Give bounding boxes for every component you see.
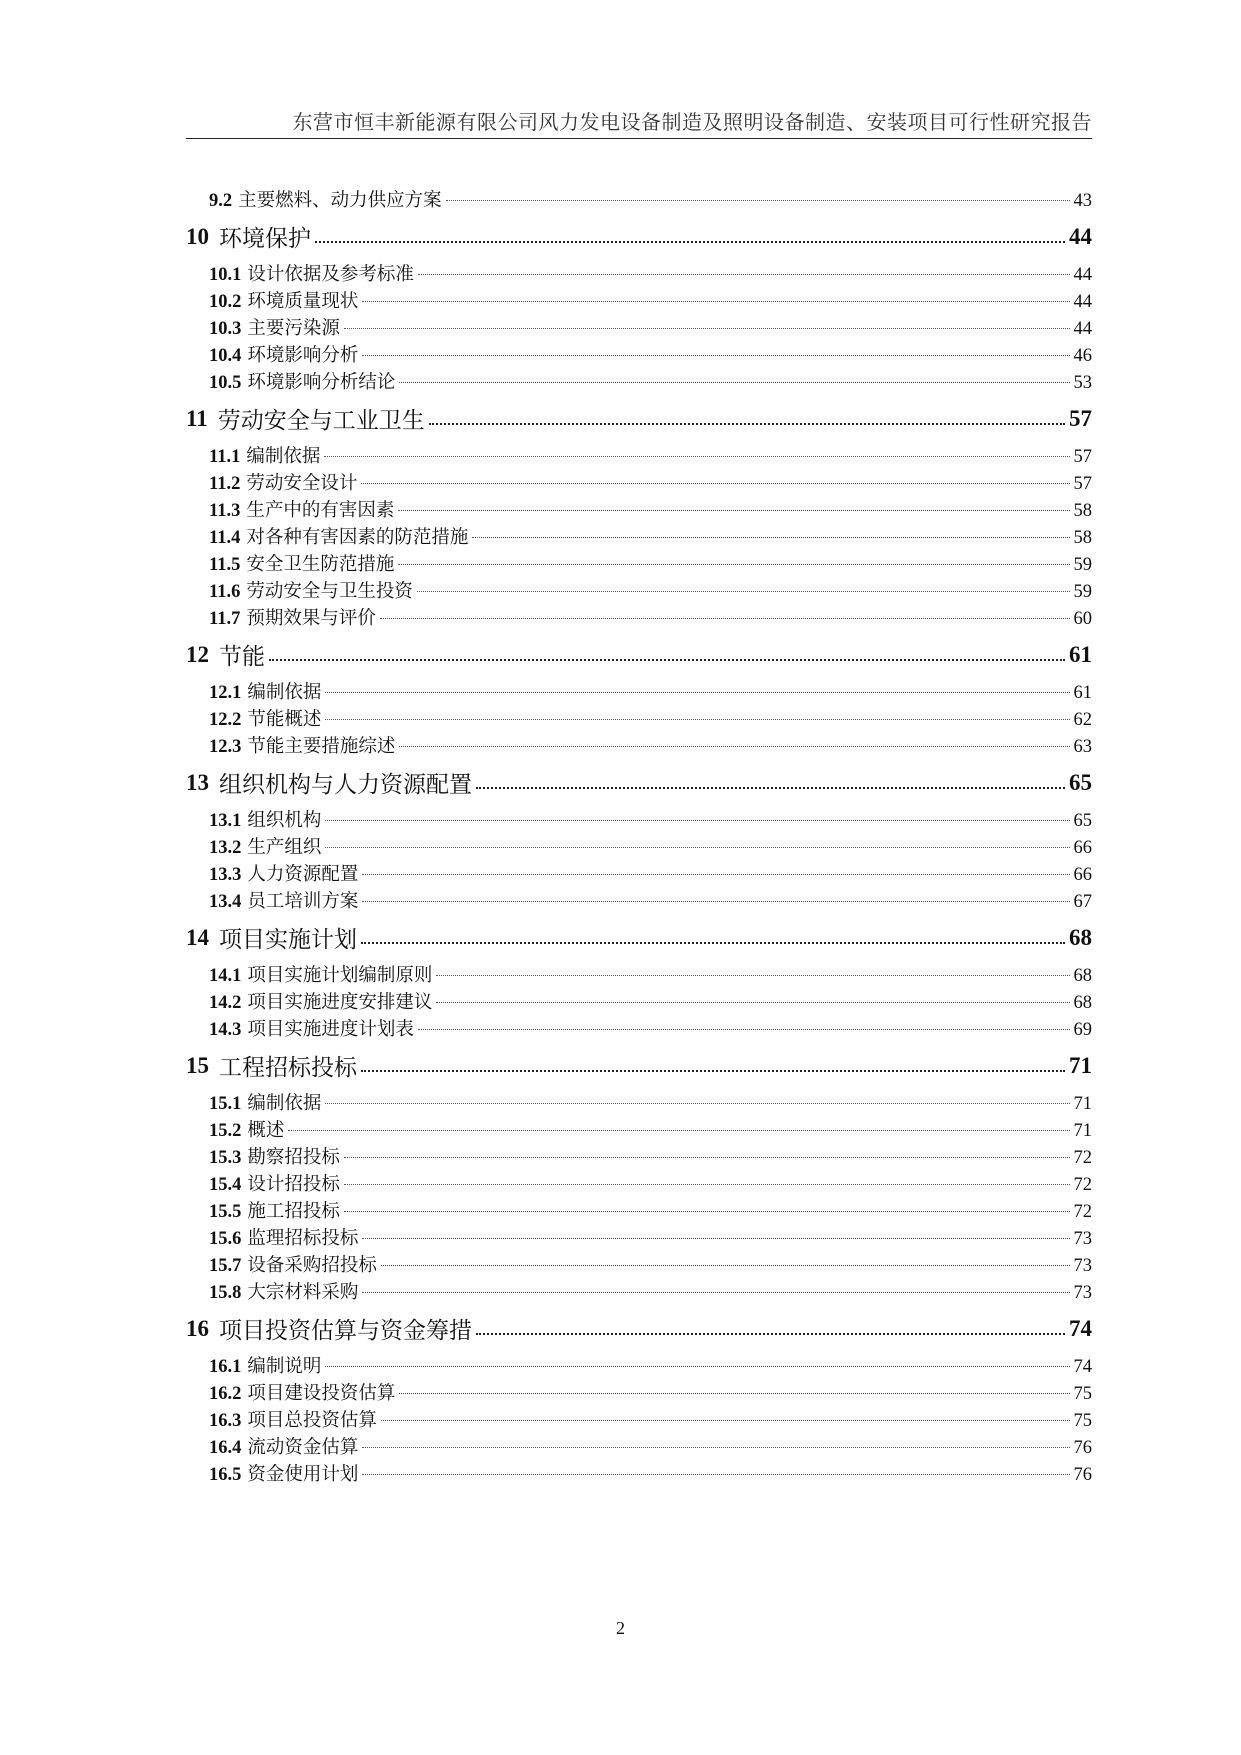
- dot-leader: [325, 847, 1069, 848]
- toc-entry-title: 劳动安全设计: [246, 473, 358, 494]
- toc-chapter-entry[interactable]: [186, 213, 1092, 260]
- dot-leader: [418, 274, 1070, 275]
- toc-entry-number: 15.8: [209, 1283, 242, 1303]
- toc-entry-title: 工程招标投标: [219, 1055, 357, 1081]
- toc-entry-number: 11: [186, 405, 208, 431]
- dot-leader: [344, 1184, 1070, 1185]
- toc-entry-number: 12.3: [209, 737, 242, 757]
- toc-section-entry[interactable]: [186, 341, 1092, 368]
- dot-leader: [361, 1070, 1065, 1072]
- toc-chapter-entry[interactable]: [186, 395, 1092, 442]
- toc-entry-number: 13.1: [209, 811, 242, 831]
- toc-section-entry[interactable]: [186, 961, 1092, 988]
- dot-leader: [362, 874, 1069, 875]
- toc-section-entry[interactable]: [186, 287, 1092, 314]
- toc-entry-title: 项目实施计划: [219, 927, 357, 953]
- running-header: 东营市恒丰新能源有限公司风力发电设备制造及照明设备制造、安装项目可行性研究报告: [292, 110, 1092, 134]
- toc-entry-title: 设备采购招投标: [247, 1255, 377, 1276]
- toc-section-entry[interactable]: [186, 988, 1092, 1015]
- toc-section-entry[interactable]: [186, 1352, 1092, 1379]
- toc-section-entry[interactable]: [186, 1278, 1092, 1305]
- toc-entry-title: 项目投资估算与资金筹措: [219, 1318, 472, 1344]
- toc-entry-title: 生产中的有害因素: [246, 500, 395, 521]
- header-rule: [186, 138, 1092, 139]
- toc-entry-title: 编制说明: [247, 1356, 322, 1377]
- toc-entry-page: 69: [1073, 1020, 1092, 1040]
- toc-section-entry[interactable]: [186, 260, 1092, 287]
- dot-leader: [476, 1333, 1065, 1335]
- toc-entry-title: 对各种有害因素的防范措施: [246, 527, 469, 548]
- toc-entry-number: 11.6: [209, 582, 241, 602]
- dot-leader: [269, 659, 1065, 661]
- toc-entry-number: 16.3: [209, 1411, 242, 1431]
- toc-entry-title: 人力资源配置: [247, 864, 359, 885]
- toc-section-entry[interactable]: [186, 1143, 1092, 1170]
- toc-entry-title: 安全卫生防范措施: [246, 554, 395, 575]
- dot-leader: [362, 1474, 1069, 1475]
- toc-entry-title: 项目实施进度安排建议: [247, 992, 433, 1013]
- toc-entry-number: 14.2: [209, 993, 242, 1013]
- toc-section-entry[interactable]: [186, 833, 1092, 860]
- toc-entry-title: 施工招投标: [247, 1201, 340, 1222]
- toc-entry-page: 65: [1069, 769, 1092, 795]
- toc-entry-page: 58: [1073, 528, 1092, 548]
- toc-entry-title: 生产组织: [247, 837, 322, 858]
- toc-entry-number: 15.2: [209, 1121, 242, 1141]
- toc-chapter-entry[interactable]: [186, 759, 1092, 806]
- dot-leader: [399, 746, 1069, 747]
- dot-leader: [398, 510, 1069, 511]
- toc-entry-page: 53: [1073, 373, 1092, 393]
- toc-entry-page: 57: [1069, 405, 1092, 431]
- toc-entry-page: 72: [1073, 1175, 1092, 1195]
- dot-leader: [436, 975, 1069, 976]
- toc-entry-title: 节能概述: [247, 709, 322, 730]
- toc-entry-page: 59: [1073, 582, 1092, 602]
- toc-entry-title: 项目实施计划编制原则: [247, 965, 433, 986]
- toc-section-entry[interactable]: [186, 732, 1092, 759]
- toc-section-entry[interactable]: [186, 1251, 1092, 1278]
- dot-leader: [324, 456, 1069, 457]
- toc-section-entry[interactable]: [186, 1379, 1092, 1406]
- toc-entry-title: 资金使用计划: [247, 1464, 359, 1485]
- toc-entry-page: 68: [1073, 993, 1092, 1013]
- toc-section-entry[interactable]: [186, 705, 1092, 732]
- toc-section-entry[interactable]: [186, 887, 1092, 914]
- toc-section-entry[interactable]: [186, 442, 1092, 469]
- toc-entry-number: 15.6: [209, 1229, 242, 1249]
- toc-entry-number: 15.7: [209, 1256, 242, 1276]
- toc-entry-title: 大宗材料采购: [247, 1282, 359, 1303]
- toc-section-entry[interactable]: [186, 1116, 1092, 1143]
- toc-section-entry[interactable]: [186, 1170, 1092, 1197]
- dot-leader: [361, 483, 1069, 484]
- toc-entry-number: 15: [186, 1052, 209, 1078]
- toc-entry-page: 73: [1073, 1256, 1092, 1276]
- dot-leader: [436, 1002, 1069, 1003]
- toc-entry-number: 11.1: [209, 447, 241, 467]
- toc-entry-title: 概述: [247, 1120, 285, 1141]
- toc-entry-page: 60: [1073, 609, 1092, 629]
- toc-chapter-entry[interactable]: [186, 1042, 1092, 1089]
- toc-entry-page: 75: [1073, 1384, 1092, 1404]
- toc-entry-page: 43: [1073, 191, 1092, 211]
- toc-entry-number: 15.4: [209, 1175, 242, 1195]
- toc-entry-page: 57: [1073, 474, 1092, 494]
- toc-entry-title: 设计依据及参考标准: [247, 264, 414, 285]
- toc-section-entry[interactable]: [186, 577, 1092, 604]
- toc-section-entry[interactable]: [186, 678, 1092, 705]
- dot-leader: [381, 1420, 1070, 1421]
- dot-leader: [344, 1211, 1070, 1212]
- toc-entry-number: 13: [186, 769, 209, 795]
- toc-entry-page: 71: [1073, 1094, 1092, 1114]
- toc-entry-page: 44: [1073, 292, 1092, 312]
- toc-entry-title: 员工培训方案: [247, 891, 359, 912]
- toc-entry-title: 编制依据: [247, 682, 322, 703]
- toc-section-entry[interactable]: [186, 368, 1092, 395]
- toc-entry-page: 61: [1069, 641, 1092, 667]
- toc-section-entry[interactable]: [186, 496, 1092, 523]
- toc-section-entry[interactable]: [186, 1089, 1092, 1116]
- dot-leader: [344, 1157, 1070, 1158]
- toc-section-entry[interactable]: [186, 1197, 1092, 1224]
- toc-entry-title: 组织机构与人力资源配置: [219, 772, 472, 798]
- toc-entry-number: 16.4: [209, 1438, 242, 1458]
- toc-chapter-entry[interactable]: [186, 1305, 1092, 1352]
- toc-entry-title: 节能: [219, 644, 265, 670]
- toc-entry-page: 74: [1073, 1357, 1092, 1377]
- toc-entry-page: 63: [1073, 737, 1092, 757]
- toc-entry-page: 44: [1073, 265, 1092, 285]
- toc-entry-title: 环境影响分析: [247, 345, 359, 366]
- toc-entry-number: 14: [186, 924, 209, 950]
- toc-section-entry[interactable]: [186, 1460, 1092, 1487]
- toc-entry-number: 14.3: [209, 1020, 242, 1040]
- toc-entry-number: 10.3: [209, 319, 242, 339]
- toc-entry-page: 66: [1073, 838, 1092, 858]
- toc-section-entry[interactable]: [186, 550, 1092, 577]
- toc-entry-title: 流动资金估算: [247, 1437, 359, 1458]
- dot-leader: [429, 423, 1065, 425]
- dot-leader: [325, 719, 1069, 720]
- toc-entry-page: 73: [1073, 1283, 1092, 1303]
- toc-section-entry[interactable]: [186, 860, 1092, 887]
- toc-entry-number: 15.3: [209, 1148, 242, 1168]
- toc-entry-page: 68: [1073, 966, 1092, 986]
- toc-entry-page: 62: [1073, 710, 1092, 730]
- toc-entry-title: 劳动安全与卫生投资: [246, 581, 413, 602]
- toc-entry-title: 设计招投标: [247, 1174, 340, 1195]
- toc-entry-page: 76: [1073, 1465, 1092, 1485]
- toc-entry-page: 67: [1073, 892, 1092, 912]
- toc-entry-title: 主要污染源: [247, 318, 340, 339]
- toc-entry-number: 16.2: [209, 1384, 242, 1404]
- toc-entry-page: 74: [1069, 1315, 1092, 1341]
- toc-entry-number: 13.3: [209, 865, 242, 885]
- dot-leader: [325, 820, 1069, 821]
- toc-entry-title: 环境质量现状: [247, 291, 359, 312]
- toc-entry-title: 监理招标投标: [247, 1228, 359, 1249]
- toc-entry-number: 12: [186, 641, 209, 667]
- toc-entry-page: 76: [1073, 1438, 1092, 1458]
- toc-entry-title: 预期效果与评价: [246, 608, 376, 629]
- toc-entry-page: 72: [1073, 1202, 1092, 1222]
- toc-entry-title: 节能主要措施综述: [247, 736, 396, 757]
- toc-section-entry[interactable]: [186, 1433, 1092, 1460]
- toc-chapter-entry[interactable]: [186, 914, 1092, 961]
- toc-entry-title: 项目实施进度计划表: [247, 1019, 414, 1040]
- dot-leader: [325, 1366, 1069, 1367]
- toc-section-entry[interactable]: [186, 1015, 1092, 1042]
- toc-entry-number: 9.2: [209, 191, 233, 211]
- toc-entry-number: 10.1: [209, 265, 242, 285]
- toc-entry-page: 57: [1073, 447, 1092, 467]
- toc-section-entry[interactable]: [186, 186, 1092, 213]
- toc-entry-title: 主要燃料、动力供应方案: [238, 190, 442, 211]
- toc-entry-title: 编制依据: [246, 446, 321, 467]
- toc-entry-number: 10.4: [209, 346, 242, 366]
- toc-entry-page: 44: [1069, 223, 1092, 249]
- toc-entry-page: 75: [1073, 1411, 1092, 1431]
- dot-leader: [325, 692, 1069, 693]
- toc-entry-page: 61: [1073, 683, 1092, 703]
- toc-section-entry[interactable]: [186, 604, 1092, 631]
- toc-section-entry[interactable]: [186, 806, 1092, 833]
- toc-section-entry[interactable]: [186, 314, 1092, 341]
- toc-entry-title: 项目建设投资估算: [247, 1383, 396, 1404]
- dot-leader: [476, 787, 1065, 789]
- toc-entry-number: 15.5: [209, 1202, 242, 1222]
- toc-section-entry[interactable]: [186, 523, 1092, 550]
- toc-entry-number: 10.2: [209, 292, 242, 312]
- toc-entry-title: 劳动安全与工业卫生: [217, 408, 425, 434]
- toc-entry-title: 组织机构: [247, 810, 322, 831]
- dot-leader: [344, 328, 1070, 329]
- toc-entry-page: 71: [1069, 1052, 1092, 1078]
- toc-entry-number: 11.2: [209, 474, 241, 494]
- page-number: 2: [616, 1618, 625, 1638]
- toc-entry-number: 10.5: [209, 373, 242, 393]
- toc-entry-number: 14.1: [209, 966, 242, 986]
- toc-entry-number: 16.1: [209, 1357, 242, 1377]
- toc-entry-page: 72: [1073, 1148, 1092, 1168]
- toc-entry-page: 71: [1073, 1121, 1092, 1141]
- toc-entry-number: 13.4: [209, 892, 242, 912]
- toc-entry-title: 项目总投资估算: [247, 1410, 377, 1431]
- dot-leader: [361, 942, 1065, 944]
- dot-leader: [417, 591, 1070, 592]
- toc-entry-title: 环境保护: [219, 226, 311, 252]
- toc-entry-number: 11.5: [209, 555, 241, 575]
- dot-leader: [288, 1130, 1069, 1131]
- toc-entry-title: 环境影响分析结论: [247, 372, 396, 393]
- toc-entry-page: 44: [1073, 319, 1092, 339]
- toc-section-entry[interactable]: [186, 1406, 1092, 1433]
- dot-leader: [472, 537, 1069, 538]
- dot-leader: [398, 564, 1069, 565]
- toc-entry-number: 12.1: [209, 683, 242, 703]
- toc-entry-page: 58: [1073, 501, 1092, 521]
- toc-entry-page: 59: [1073, 555, 1092, 575]
- toc-entry-number: 13.2: [209, 838, 242, 858]
- toc-entry-number: 10: [186, 223, 209, 249]
- dot-leader: [362, 1238, 1069, 1239]
- dot-leader: [381, 1265, 1070, 1266]
- toc-section-entry[interactable]: [186, 469, 1092, 496]
- dot-leader: [446, 200, 1070, 201]
- toc-entry-number: 11.7: [209, 609, 241, 629]
- toc-entry-page: 46: [1073, 346, 1092, 366]
- dot-leader: [362, 355, 1069, 356]
- toc-entry-title: 编制依据: [247, 1093, 322, 1114]
- dot-leader: [399, 1393, 1069, 1394]
- dot-leader: [362, 1292, 1069, 1293]
- toc-entry-number: 11.4: [209, 528, 241, 548]
- toc-entry-number: 16: [186, 1315, 209, 1341]
- toc-entry-number: 11.3: [209, 501, 241, 521]
- toc-entry-page: 73: [1073, 1229, 1092, 1249]
- dot-leader: [399, 382, 1069, 383]
- dot-leader: [315, 241, 1065, 243]
- toc-entry-number: 16.5: [209, 1465, 242, 1485]
- table-of-contents: [186, 186, 1092, 1487]
- toc-entry-page: 66: [1073, 865, 1092, 885]
- toc-entry-title: 勘察招投标: [247, 1147, 340, 1168]
- toc-entry-number: 15.1: [209, 1094, 242, 1114]
- toc-entry-number: 12.2: [209, 710, 242, 730]
- dot-leader: [362, 301, 1069, 302]
- toc-entry-page: 68: [1069, 924, 1092, 950]
- toc-chapter-entry[interactable]: [186, 631, 1092, 678]
- dot-leader: [325, 1103, 1069, 1104]
- dot-leader: [362, 1447, 1069, 1448]
- dot-leader: [418, 1029, 1070, 1030]
- dot-leader: [380, 618, 1070, 619]
- toc-section-entry[interactable]: [186, 1224, 1092, 1251]
- toc-entry-page: 65: [1073, 811, 1092, 831]
- dot-leader: [362, 901, 1069, 902]
